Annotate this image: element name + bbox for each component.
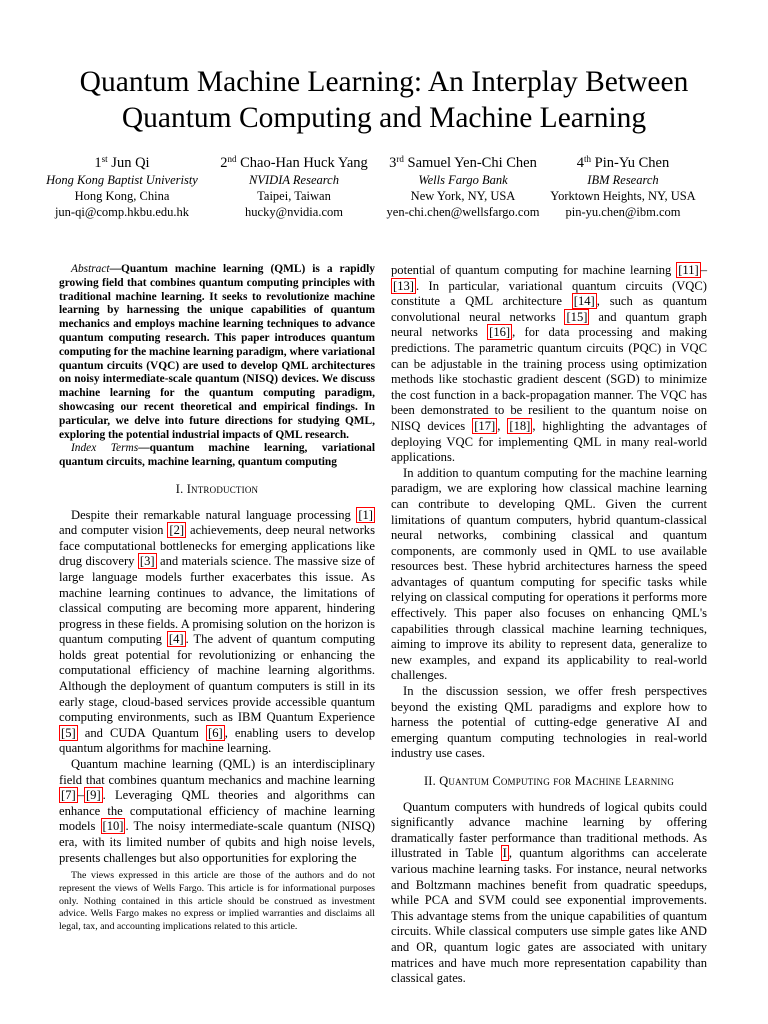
author-email: pin-yu.chen@ibm.com <box>565 205 681 219</box>
index-terms-text: quantum machine learning, variational quantum circuits, machine learning, quantum computing <box>59 442 375 469</box>
author-block-4 <box>550 154 695 220</box>
section-heading-qc-for-ml <box>391 774 707 790</box>
intro-paragraph-2 <box>59 757 375 866</box>
author-block-2 <box>220 154 368 220</box>
author-affiliation: NVIDIA Research <box>249 173 339 187</box>
paragraph-text: Quantum computers with hundreds of logical qubits could significantly advance machine learning by offering dramatically faster performance than traditional methods. As illustrated in Table <box>391 799 707 861</box>
paragraph-text: . The noisy intermediate-scale quantum (NISQ) era, with its limited number of qubits and high noise levels, presents challenges but also opportunities for exploring the <box>59 819 375 865</box>
author-email: jun-qi@comp.hkbu.edu.hk <box>54 205 190 219</box>
citation-link[interactable]: [5] <box>61 725 76 740</box>
abstract-label: Abstract <box>71 263 110 275</box>
paragraph-text: , quantum algorithms can accelerate various machine learning tasks. For instance, neural networks and Boltzmann machines benefit from quadratic speedups, while PCA and SVM could see exponential improvements. This advantage stems from the unique capabilities of quantum circuits. While classical computers use simple gates like AND and OR, quantum logic gates are associated with unitary matrices and have much more representation capability than classical gates. <box>391 846 707 986</box>
title-line-2: Quantum Computing and Machine Learning <box>121 102 647 134</box>
author-affiliation: Wells Fargo Bank <box>418 173 508 187</box>
paragraph-text: – <box>77 788 84 803</box>
author-name: Jun Qi <box>111 155 150 171</box>
citation-link[interactable]: [2] <box>169 523 185 538</box>
section-2-paragraph-1 <box>391 800 707 987</box>
author-ordinal-suffix: st <box>101 154 108 164</box>
intro-paragraph-4: In the discussion session, we offer fresh perspectives beyond the existing QML paradigms and explore how to harness the potential of cutting-edge generative AI and emerging quantum computing technologies in real-world industry use cases. <box>391 684 707 761</box>
right-column <box>391 263 707 987</box>
citation-link[interactable]: [9] <box>85 788 101 803</box>
author-name: Pin-Yu Chen <box>594 155 670 171</box>
author-ordinal-suffix: rd <box>396 154 404 164</box>
citation-link[interactable]: [3] <box>139 554 155 569</box>
paragraph-text: , such as quantum convolutional neural networks <box>391 294 707 324</box>
citation-link[interactable]: [1] <box>358 507 373 522</box>
citation-link[interactable]: [17] <box>474 418 496 433</box>
paragraph-text: – <box>700 263 707 277</box>
paragraph-text: , for data processing and making predictions. The parametric quantum circuits (PQC) in VQC can be adjustable in the training process using optimization methods like stochastic gradient descent (SGD) to minimize the cost function in a back-propagation manner. The VQC has been demonstrated to be resilient to the quantum noise on NISQ devices <box>391 325 707 433</box>
paragraph-text: Quantum machine learning (QML) is an interdisciplinary field that combines quantum mechanics and machine learning <box>59 757 375 787</box>
citation-link[interactable]: I <box>502 846 507 861</box>
paragraph-text: . In particular, variational quantum circuits (VQC) constitute a QML architecture <box>391 278 707 309</box>
section-heading-introduction <box>59 482 375 498</box>
author-block-3 <box>387 154 540 220</box>
author-affiliation: IBM Research <box>587 173 659 187</box>
paragraph-text: and computer vision <box>59 523 168 538</box>
paper-title <box>40 64 728 136</box>
citation-link[interactable]: [6] <box>208 725 223 740</box>
citation-link[interactable]: [7] <box>61 788 76 803</box>
author-block-1 <box>46 154 198 220</box>
author-email: yen-chi.chen@wellsfargo.com <box>386 205 540 219</box>
author-location: Yorktown Heights, NY, USA <box>550 189 696 203</box>
left-column <box>59 263 375 866</box>
author-ordinal: 2 <box>220 155 228 171</box>
paragraph-text: and quantum graph neural networks <box>391 309 707 340</box>
footnote: The views expressed in this article are those of the authors and do not represent the views of Wells Fargo. This article is for informational purposes only. Nothing contained in this article should be construed as investment advice. Wells Fargo makes no express or implied warranties and disclaims all legal, tax, and accounting implications related to this article. <box>59 870 375 933</box>
author-location: Taipei, Taiwan <box>257 189 331 203</box>
author-ordinal-suffix: nd <box>227 154 237 164</box>
author-name: Samuel Yen-Chi Chen <box>407 155 537 171</box>
section-number: I. <box>175 481 184 496</box>
citation-link[interactable]: [16] <box>489 325 511 340</box>
section-number: II. <box>423 774 436 788</box>
citation-link[interactable]: [13] <box>393 278 414 293</box>
author-name: Chao-Han Huck Yang <box>240 155 368 171</box>
paragraph-text: potential of quantum computing for machine learning <box>391 263 677 277</box>
author-ordinal: 4 <box>576 155 585 171</box>
section-title: Introduction <box>186 481 259 496</box>
paragraph-text: . The advent of quantum computing holds great potential for revolutionizing or enhancing the computational efficiency of machine learning algorithms. Although the deployment of quantum computers is still in its early stage, cloud-based services provide accessible quantum computing environments, such as IBM Quantum Experience <box>59 632 375 725</box>
intro-paragraph-1 <box>59 508 375 758</box>
citation-link[interactable]: [15] <box>566 309 588 324</box>
author-ordinal: 1 <box>94 155 102 171</box>
intro-paragraph-3: In addition to quantum computing for the machine learning paradigm, we are exploring how classical machine learning can contribute to developing QML. Given the current limitations of quantum computers, hybrid quantum-classical neural networks, combining classical and quantum components, are commonly used in QML to use available resources best. These hybrid architectures harness the speed advantages of quantum computing for specific tasks while relying on classical computing for operations it performs more effectively. This paper also focuses on enhancing QML's capabilities through classical machine learning techniques, aiming to improve its ability to represent data, generalize to new examples, and expand its applicability to real-world challenges. <box>391 465 707 683</box>
paragraph-text: , <box>497 418 501 433</box>
paragraph-text: achievements, deep neural networks face computational bottlenecks for emerging applications like drug discovery <box>59 523 376 569</box>
citation-link[interactable]: [10] <box>102 819 124 834</box>
author-ordinal-suffix: th <box>584 154 592 164</box>
index-terms-label: Index Terms <box>71 442 139 455</box>
author-location: New York, NY, USA <box>410 189 516 203</box>
title-line-1: Quantum Machine Learning: An Interplay Between <box>79 66 689 98</box>
citation-link[interactable]: [4] <box>168 632 184 647</box>
paragraph-text: . Leveraging QML theories and algorithms can enhance the computational efficiency of machine learning models <box>59 788 375 834</box>
intro-paragraph-continued <box>391 263 707 466</box>
paragraph-text: and materials science. The massive size of large language models further exacerbates this issue. As machine learning continues to advance, the limitations of classical computing are becoming more apparent, hindering progress in these fields. A promising solution on the horizon is quantum computing <box>59 554 375 647</box>
author-location: Hong Kong, China <box>74 189 170 203</box>
citation-link[interactable]: [18] <box>509 418 531 433</box>
paragraph-text: , enabling users to develop quantum algorithms for machine learning. <box>59 725 376 756</box>
paragraph-text: , highlighting the advantages of deploying VQC for implementing QML in many real-world applications. <box>391 418 707 465</box>
index-terms: Index Terms—quantum machine learning, variational quantum circuits, machine learning, quantum computing <box>59 442 375 469</box>
section-title: Quantum Computing for Machine Learning <box>439 774 675 788</box>
abstract: Abstract—Quantum machine learning (QML) is a rapidly growing field that combines quantum computing principles with traditional machine learning. It seeks to revolutionize machine learning by harnessing the unique capabilities of quantum mechanics and employs machine learning techniques to advance quantum computing research. This paper introduces quantum computing for the machine learning paradigm, where variational quantum circuits (VQC) are used to develop QML architectures on noisy intermediate-scale quantum (NISQ) devices. We discuss machine learning for the quantum computing paradigm, showcasing our recent theoretical and empirical findings. In particular, we delve into future directions for studying QML, exploring the potential industrial impacts of QML research. <box>59 263 375 441</box>
author-affiliation: Hong Kong Baptist Univeristy <box>46 173 198 187</box>
paragraph-text: Despite their remarkable natural language processing <box>71 507 357 522</box>
abstract-text: Quantum machine learning (QML) is a rapidly growing field that combines quantum computing principles with traditional machine learning. It seeks to revolutionize machine learning by harnessing the unique capabilities of quantum mechanics and employs machine learning techniques to advance quantum computing research. This paper introduces quantum computing for the machine learning paradigm, where variational quantum circuits (VQC) are used to develop QML architectures on noisy intermediate-scale quantum (NISQ) devices. We discuss machine learning for the quantum computing paradigm, showcasing our recent theoretical and empirical findings. In particular, we delve into future directions for studying QML, exploring the potential industrial impacts of QML research. <box>59 263 375 441</box>
citation-link[interactable]: [11] <box>678 263 699 277</box>
citation-link[interactable]: [14] <box>573 294 595 309</box>
paragraph-text: and CUDA Quantum <box>77 725 206 740</box>
author-ordinal: 3 <box>389 155 397 171</box>
author-email: hucky@nvidia.com <box>245 205 343 219</box>
